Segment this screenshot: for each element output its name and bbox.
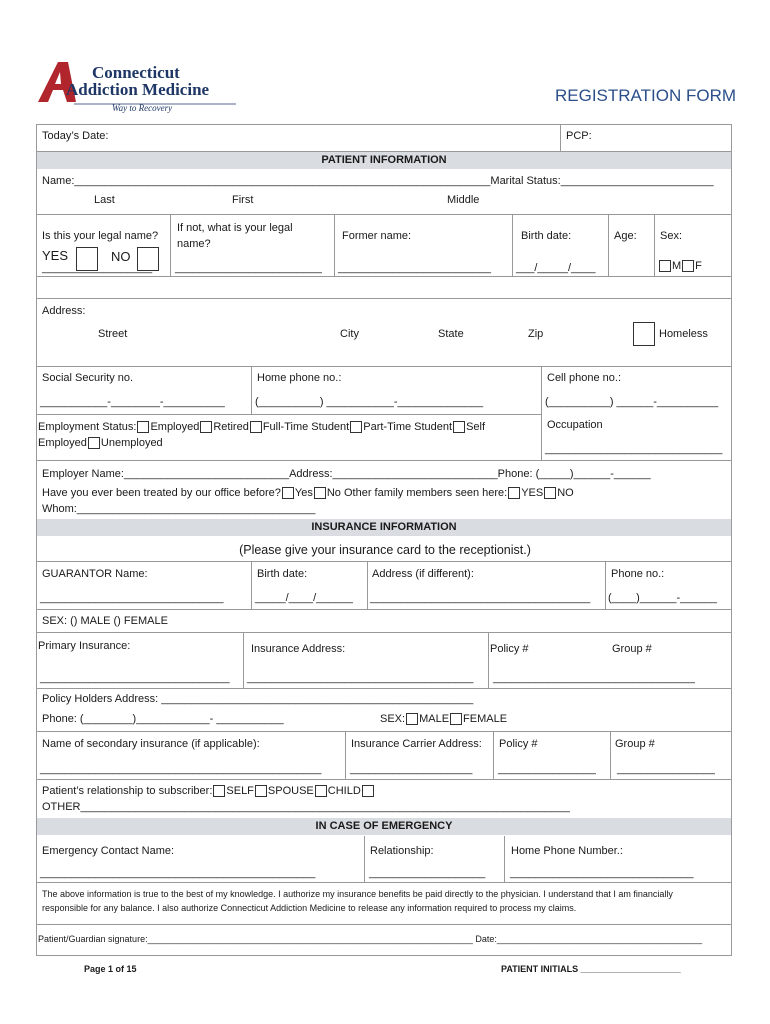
secondary-insurance-label: Name of secondary insurance (if applicable): [42,738,260,750]
if-not-legal-label-2: name? [177,238,211,250]
address-different-line[interactable]: ____________________________________ [370,592,591,604]
divider [334,214,335,276]
divider [36,276,732,277]
insurance-address-line[interactable]: _____________________________________ [247,672,474,684]
family-yes-checkbox[interactable] [508,487,520,499]
divider [170,214,171,276]
other-relationship-line[interactable]: OTHER________________________________________________________________________________ [42,801,570,813]
guarantor-label: GUARANTOR Name: [42,568,148,580]
employed-checkbox[interactable] [137,421,149,433]
holder-male-label: MALE [419,713,450,725]
unemployed-checkbox[interactable] [88,437,100,449]
family-no-label: NO [557,487,574,499]
home-phone-label: Home phone no.: [257,372,342,384]
homeless-label: Homeless [659,328,708,340]
sex-m-checkbox[interactable] [659,260,671,272]
parttime-student-checkbox[interactable] [350,421,362,433]
divider [560,124,561,151]
first-label: First [232,194,254,206]
divider [243,632,244,688]
emergency-home-phone-label: Home Phone Number.: [511,845,623,857]
divider [364,836,365,882]
middle-label: Middle [447,194,480,206]
legal-yes-label: YES [42,248,69,263]
divider [610,731,611,779]
carrier-address-line[interactable]: ____________________ [350,763,473,775]
logo-line1: Connecticut [92,63,180,82]
divider [605,561,606,609]
holder-female-label: FEMALE [463,713,508,725]
spouse-label: SPOUSE [267,785,314,797]
address-label: Address: [42,305,86,317]
guarantor-line[interactable]: ______________________________ [40,592,224,604]
guarantor-sex-line[interactable]: SEX: () MALE () FEMALE [42,615,168,627]
policy-label: Policy # [490,643,529,655]
whom-line[interactable]: Whom:_______________________________________ [42,503,316,515]
divider [36,731,732,732]
name-field-line[interactable]: Name:____________________________________________________________________Marital Status:_________________________ [42,175,714,187]
treated-before-question: Have you ever been treated by our office before? [42,487,281,499]
divider [36,460,732,461]
guarantor-phone-line[interactable]: (____)______-______ [608,592,717,604]
section-heading-insurance: INSURANCE INFORMATION [37,519,731,536]
connecticut-addiction-medicine-logo [36,58,246,114]
divider [36,688,732,689]
secondary-policy-line[interactable]: ________________ [498,763,596,775]
policy-holders-address-line[interactable]: Policy Holders Address: ___________________________________________________ [42,693,474,705]
divider [36,924,732,925]
divider [36,609,732,610]
fulltime-student-label: Full-Time Student [262,421,350,433]
policy-group-line[interactable]: _________________________________ [493,672,695,684]
retired-label: Retired [213,421,249,433]
divider [36,882,732,883]
insurance-address-label: Insurance Address: [251,643,346,655]
secondary-policy-label: Policy # [499,738,538,750]
family-no-checkbox[interactable] [544,487,556,499]
parttime-student-label: Part-Time Student [363,421,453,433]
emergency-contact-label: Emergency Contact Name: [42,845,175,857]
secondary-insurance-line[interactable]: ______________________________________________ [40,763,322,775]
emergency-home-phone-line[interactable]: ______________________________ [510,867,694,879]
divider [608,214,609,276]
divider [541,366,542,460]
divider [367,561,368,609]
occupation-line[interactable]: _____________________________ [545,443,723,455]
other-checkbox[interactable] [362,785,374,797]
birth-date-line[interactable]: ___/_____/____ [516,262,596,274]
divider [251,366,252,414]
divider [251,561,252,609]
treated-yes-checkbox[interactable] [282,487,294,499]
birth-date-label: Birth date: [521,230,572,242]
holder-male-checkbox[interactable] [406,713,418,725]
form-title: REGISTRATION FORM [555,86,737,105]
divider [36,414,541,415]
group-label: Group # [612,643,652,655]
home-phone-line[interactable]: (__________) ___________-______________ [255,396,484,408]
legal-name-question: Is this your legal name? [42,230,159,242]
former-name-line[interactable]: _________________________ [338,262,491,274]
legal-no-label: NO [111,249,131,264]
last-label: Last [94,194,115,206]
self-label: SELF [226,785,254,797]
signature-date-line[interactable]: Patient/Guardian signature:_________________________________________________________________ Date:_________________________________________ [38,934,703,944]
guarantor-birth-label: Birth date: [257,568,308,580]
address-different-label: Address (if different): [372,568,474,580]
divider [493,731,494,779]
divider [36,561,732,562]
carrier-address-label: Insurance Carrier Address: [351,738,482,750]
emergency-contact-line[interactable]: _____________________________________________ [40,867,316,879]
spouse-checkbox[interactable] [255,785,267,797]
unemployed-label: Unemployed [100,437,163,449]
secondary-group-line[interactable]: ________________ [617,763,715,775]
holder-sex-label: SEX: [380,713,406,725]
employed-label: Employed [150,421,200,433]
secondary-group-label: Group # [615,738,655,750]
retired-checkbox[interactable] [200,421,212,433]
pcp-label: PCP: [566,130,592,142]
cell-phone-line[interactable]: (__________) ______-__________ [545,396,719,408]
holder-female-checkbox[interactable] [450,713,462,725]
guarantor-birth-line[interactable]: _____/____/______ [255,592,353,604]
logo-line2: Addiction Medicine [66,80,210,99]
divider [36,298,732,299]
divider [345,731,346,779]
age-label: Age: [614,230,637,242]
sex-m-label: M [672,260,682,272]
self-employed-label: Self [466,421,486,433]
section-heading-patient: PATIENT INFORMATION [37,152,731,169]
legal-name-input-line[interactable]: ________________________ [175,262,322,274]
family-yes-label: YES [521,487,544,499]
sex-f-label: F [695,260,702,272]
page-number: Page 1 of 15 [84,964,137,974]
primary-insurance-label: Primary Insurance: [38,640,131,652]
guarantor-phone-label: Phone no.: [611,568,665,580]
divider [36,779,732,780]
treated-no-checkbox[interactable] [314,487,326,499]
state-label: State [438,328,464,340]
cell-phone-label: Cell phone no.: [547,372,621,384]
street-label: Street [98,328,128,340]
divider [36,632,732,633]
legal-name-line[interactable]: __________________ [42,262,153,274]
primary-insurance-line[interactable]: _______________________________ [40,672,230,684]
homeless-checkbox[interactable] [633,322,655,346]
relationship-to-subscriber-label: Patient’s relationship to subscriber: [42,785,213,797]
treated-yes-label: Yes [294,487,313,499]
fulltime-student-checkbox[interactable] [250,421,262,433]
self-employed-label-2: Employed [38,437,87,449]
treated-no-label: No [326,487,341,499]
self-checkbox[interactable] [213,785,225,797]
divider [488,632,489,688]
ssn-line[interactable]: ___________-________-__________ [40,396,225,408]
city-label: City [340,328,359,340]
logo-tagline: Way to Recovery [112,103,173,113]
if-not-legal-label: If not, what is your legal [177,222,293,234]
holder-phone-line[interactable]: Phone: (________)____________- ___________ [42,713,284,725]
child-label: CHILD [327,785,361,797]
consent-text-1: The above information is true to the best of my knowledge. I authorize my insurance benefits be paid directly to the physician. I understand that I am financially [42,889,673,899]
divider [36,214,732,215]
ssn-label: Social Security no. [42,372,134,384]
zip-label: Zip [528,328,544,340]
sex-label: Sex: [660,230,683,242]
divider [512,214,513,276]
former-name-label: Former name: [342,230,412,242]
occupation-label: Occupation [547,419,603,431]
sex-f-checkbox[interactable] [682,260,694,272]
employment-status-label: Employment Status: [38,421,137,433]
divider [36,366,732,367]
employer-line[interactable]: Employer Name:___________________________Address:___________________________Phone: (_____)______-______ [42,468,651,480]
family-seen-question: Other family members seen here: [343,487,508,499]
section-heading-emergency: IN CASE OF EMERGENCY [37,818,731,835]
child-checkbox[interactable] [315,785,327,797]
self-employed-checkbox[interactable] [453,421,465,433]
insurance-card-note: (Please give your insurance card to the receptionist.) [239,543,531,557]
patient-initials-line[interactable]: PATIENT INITIALS ____________________ [501,964,681,974]
divider [654,214,655,276]
consent-text-2: responsible for any balance. I also authorize Connecticut Addiction Medicine to release any information required to process my claims. [42,903,577,913]
divider [504,836,505,882]
todays-date-label: Today’s Date: [42,130,109,142]
emergency-relationship-line[interactable]: ___________________ [369,867,486,879]
emergency-relationship-label: Relationship: [370,845,434,857]
